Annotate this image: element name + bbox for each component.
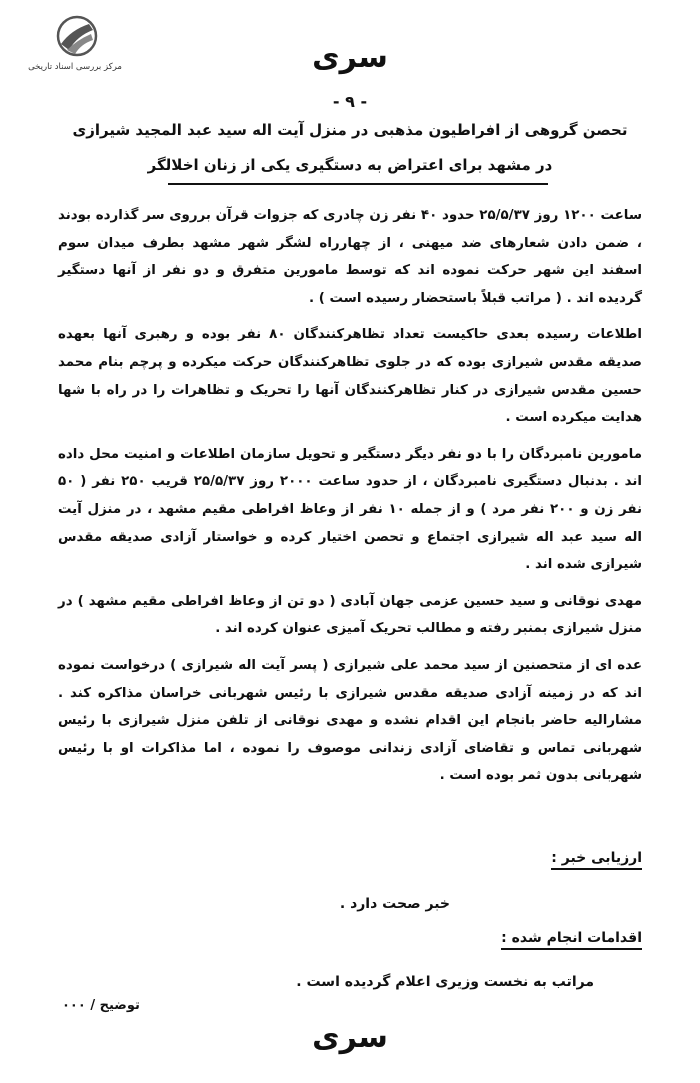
document-subtitle: در مشهد برای اعتراض به دستگیری یکی از زنان اخلالگر [147,156,553,174]
evaluation-label: ارزیابی خبر : [551,850,642,866]
classification-top: سری [312,40,388,75]
paragraph-4: مهدی نوقانی و سید حسین عزمی جهان آبادی ( دو تن از وعاظ افراطی مقیم مشهد ) در منزل شیرازی بمنبر رفته و مطالب تحریک آمیزی عنوان کرده اند . [58,593,642,637]
document-title: تحصن گروهی از افراطیون مذهبی در منزل آیت اله سید عبد المجید شیرازی [72,121,628,139]
paragraph-1: ساعت ۱۲۰۰ روز ۲۵/۵/۳۷ حدود ۴۰ نفر زن چادری که جزوات قرآن برروی سر گذارده بودند ، ضمن دادن شعارهای ضد میهنی ، از چهارراه لشگر شهر مشهد بطرف میدان سوم اسفند این شهر حرکت نموده اند که توسط مامورین متفرق و دو نفر از آنها دستگیر گردیده اند . ( مراتب قبلاً باستحضار رسیده است ) . [58,208,643,306]
paragraph-2: اطلاعات رسیده بعدی حاکیست تعداد تظاهرکنندگان ۸۰ نفر بوده و رهبری آنها بعهده صدیقه مقدس شیرازی بوده که در جلوی تظاهرکنندگان حرکت میکرده و پرچم بنام محمد حسین مقدس شیرازی در کنار تظاهرکنندگان آنها را تحریک و تظاهرات را در راه با شها هدایت میکرده است . [58,327,643,426]
paragraph-5: عده ای از متحصنین از سید محمد علی شیرازی ( پسر آیت اله شیرازی ) درخواست نموده اند که در زمینه آزادی صدیقه مقدس شیرازی با رئیس شهربانی خراسان مذاکره کند . مشارالیه حاضر بانجام این اقدام نشده و مهدی نوقانی از تلفن منزل شیرازی با رئیس شهربانی تماس و تقاضای آزادی زندانی موصوف را نموده ، اما مذاکرات او با رئیس شهربانی بدون ثمر بوده است . [58,657,642,784]
evaluation-value: خبر صحت دارد . [339,896,450,912]
note: توضیح / ۰۰۰ [62,998,140,1013]
page-number: - ۹ - [332,92,368,111]
actions-label: اقدامات انجام شده : [501,930,642,946]
logo-caption: مرکز بررسی اسناد تاریخی [28,62,122,72]
classification-bottom: سری [312,1020,388,1055]
subtitle-underline [168,183,548,185]
report-body [58,202,642,790]
paragraph-3: مامورین نامبردگان را با دو نفر دیگر دستگیر و تحویل سازمان اطلاعات و امنیت محل داده اند . بدنبال دستگیری نامبردگان ، از حدود ساعت ۲۰۰۰ روز ۲۵/۵/۳۷ قریب ۲۵۰ نفر ( ۵۰ نفر زن و ۲۰۰ نفر مرد ) و از جمله ۱۰ نفر از وعاظ افراطی مقیم مشهد ، در منزل آیت اله سید عبد اله شیرازی اجتماع و تحصن اختیار کرده و خواستار آزادی صدیقه مقدس شیرازی شده اند . [58,446,642,573]
actions-value: مراتب به نخست وزیری اعلام گردیده است . [296,974,594,990]
